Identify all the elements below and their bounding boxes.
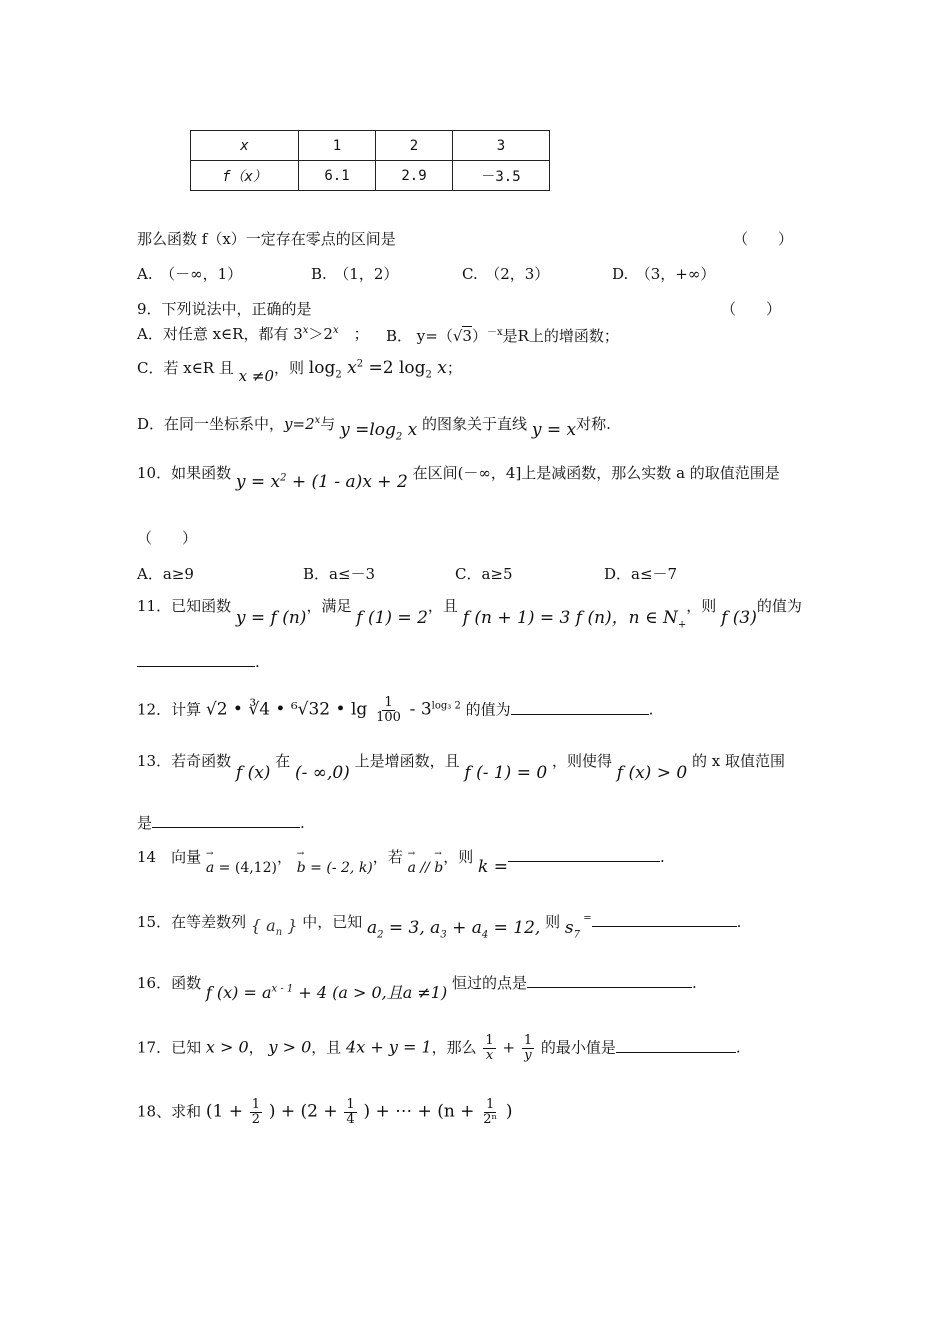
formula: f (x) > 0 [616,763,688,783]
q13-stem [137,750,785,783]
formula [340,420,418,443]
q8-option-a: A. （－∞，1） [137,265,243,283]
sup: －x [486,327,503,338]
formula: - 3 [409,699,432,720]
text: = 3, a [383,918,441,938]
denominator: 2 [251,1112,261,1127]
text: 16．函数 [137,974,202,992]
text: 是 [137,814,153,832]
text: 在 [275,752,291,770]
q8-stem: 那么函数 f（x）一定存在零点的区间是 [137,230,396,248]
sub: 2 [377,929,384,941]
numerator: 1 [523,1033,533,1048]
text: // [415,860,435,876]
formula: { $a_n$ } [250,916,298,939]
text: C．若 x∈R 且 [137,359,234,377]
numerator: 1 [486,1097,495,1112]
exponent: log₃ 2 [431,700,461,712]
text: + a [446,918,482,938]
q15-stem [137,911,742,941]
text: s [564,918,574,938]
formula: x ≠0 [238,367,274,385]
vector-arrow-icon: → [296,849,305,859]
value-table [190,130,550,191]
text: 的最小值是 [540,1038,616,1057]
formula [296,849,373,876]
text: = (- 2, k) [305,860,373,876]
fraction [344,1098,356,1127]
answer-blank[interactable] [616,1038,736,1053]
text: ，满足 [306,597,352,615]
table-cell: 1 [299,131,376,161]
q11-answer-line [137,652,260,671]
text: (a > 0,且a ≠1) [332,983,448,1002]
text: ，且 [427,597,458,615]
text: ，则使得 [551,752,612,770]
text: + (1 - a)x + 2 [286,472,408,492]
answer-blank[interactable] [527,973,692,988]
q10-stem [137,462,780,492]
text: ， [276,848,292,866]
vector-arrow-icon: → [434,849,442,859]
table-cell: x [191,131,299,161]
table-cell: 2 [376,131,453,161]
sup: 2 [356,358,364,370]
denominator: x [485,1048,494,1063]
text: log [308,358,336,378]
numerator: 1 [485,1033,494,1048]
vector-a: a → [407,849,416,876]
fraction [374,696,403,725]
text: x [431,358,447,378]
q10-option-a: A．a≥9 [137,565,194,583]
q18-stem [137,1098,513,1127]
table-cell: 6.1 [299,161,376,191]
text: = [580,913,592,924]
sub: 7 [573,929,581,941]
fraction [522,1034,534,1063]
table-cell: 3 [453,131,550,161]
q14-stem [137,846,665,877]
text: 14 向量 [137,848,202,866]
table-row [191,131,550,161]
formula: x > 0 [205,1037,249,1057]
text: 的 x 取值范围 [691,752,785,770]
text: ） [471,327,487,345]
formula [308,358,447,381]
text: 13．若奇函数 [137,752,232,770]
q10-option-c: C．a≥5 [455,565,513,583]
q9-paren: （ ） [721,300,782,318]
formula [407,849,444,876]
text: D．在同一坐标系中， [137,415,285,433]
table-cell: 2.9 [376,161,453,191]
text: 是R上的增函数； [502,327,619,345]
text: . [692,974,697,992]
q10-paren: （ ） [137,529,198,547]
sub: 2 [425,369,432,381]
sub: + [677,619,687,631]
sup: 2 [280,472,287,484]
denominator: 4 [346,1112,355,1127]
sup: x [302,325,309,336]
q8-option-c: C. （2，3） [462,265,550,283]
q17-stem [137,1034,741,1063]
text: y = x [235,472,281,492]
formula [462,608,687,631]
q10-option-d: D．a≤－7 [604,565,678,583]
text: ； [446,359,462,377]
text: B． y=（ [386,327,453,345]
text: 则 [545,913,561,931]
formula: ) + ⋯ + (n + [363,1101,475,1122]
formula: f (3) [721,608,757,628]
text: ＞2 [308,325,333,343]
sqrt-icon: √ [452,327,463,345]
table-cell: f（x） [191,161,299,191]
denominator: 100 [376,710,401,725]
vector-b: b → [296,849,306,876]
text: A．对任意 x∈R，都有 3 [137,325,303,343]
q10-option-b: B．a≤－3 [303,565,376,583]
formula: (- ∞,0) [295,763,350,783]
text: =2 log [363,358,426,378]
text: ，且 [311,1038,342,1057]
text: + 4 [293,983,328,1002]
text: 的值为 [465,700,511,719]
q8-option-d: D. （3，+∞） [612,265,716,283]
text: ， [248,1038,264,1057]
q8-paren: （ ） [733,230,794,248]
formula: y > 0 [268,1037,312,1057]
formula: f (- 1) = 0 [464,763,548,783]
formula [564,918,581,941]
sub: 2 [335,369,342,381]
text: ，若 [372,848,403,866]
formula: f (x) [235,763,271,783]
formula: √2 • ∛4 • ⁶√32 • lg [205,699,368,720]
answer-blank[interactable] [592,912,737,927]
sup: x [314,415,321,426]
q8-option-b: B. （1，2） [311,265,399,283]
text: 上是增函数，且 [354,752,460,770]
formula [205,849,277,876]
vector-arrow-icon: → [205,849,214,859]
text: f (n + 1) = 3 f (n)，n ∈ N [462,608,678,628]
sub: n [275,927,283,939]
text: + [502,1038,516,1057]
fraction [250,1098,262,1127]
formula: y=2 [284,415,315,433]
denominator: 2ⁿ [483,1112,498,1127]
vector-arrow-icon: → [407,849,416,859]
sub: 2 [395,431,403,443]
fraction [483,1034,495,1063]
numerator: 1 [384,695,393,710]
fraction [481,1098,499,1127]
formula: 4x + y = 1 [346,1037,432,1057]
text: . [659,848,665,866]
text: ，则 [686,597,717,615]
text: ； [338,325,369,343]
sup: x [332,325,339,336]
formula [206,983,447,1002]
radicand: 3 [462,327,472,345]
q13-answer-line [137,812,305,833]
formula [236,472,408,492]
formula: f (1) = 2 [356,608,428,628]
text: 在区间(－∞，4]上是减函数，那么实数 a 的取值范围是 [412,464,780,482]
text: . [735,1038,741,1057]
formula: y = f (n) [235,608,307,628]
vector-a: a → [205,849,215,876]
vector-b: b → [434,849,444,876]
text: . [255,653,260,671]
formula: ) [505,1101,513,1122]
text: ，那么 [431,1038,477,1057]
text: 17．已知 [137,1038,202,1057]
q9-stem: 9．下列说法中，正确的是 [137,300,312,318]
q9-option-c [137,357,462,385]
sub: 4 [481,929,489,941]
text: 12．计算 [137,700,202,719]
text: = 12, [488,918,541,938]
text: 对称. [576,415,611,433]
text: x [341,358,357,378]
text: 恒过的点是 [452,974,528,992]
text: . [736,913,742,931]
q9-option-d [137,413,611,443]
text: . [300,814,305,832]
q16-stem [137,970,697,1002]
formula: y = x [531,420,577,440]
numerator: 1 [251,1097,261,1112]
text: ，则 [274,359,305,377]
answer-blank[interactable] [508,847,660,862]
text: . [648,700,654,719]
formula: (1 + [205,1101,243,1122]
q9-option-b [386,323,619,346]
text: 10．如果函数 [137,464,232,482]
text: = (4,12) [214,860,277,876]
table-cell: －3.5 [453,161,550,191]
text: 的图象关于直线 [422,415,528,433]
text: x [402,420,418,440]
q12-stem [137,696,653,725]
denominator: y [524,1048,532,1063]
answer-blank[interactable] [137,652,255,667]
text: 的值为 [756,597,802,615]
text: 18、求和 [137,1102,202,1121]
text: 15．在等差数列 [137,913,247,931]
table-row [191,161,550,191]
text: ，则 [443,848,474,866]
answer-blank[interactable] [152,813,300,828]
text: y =log [340,420,396,440]
text: 11．已知函数 [137,597,232,615]
formula: ) + (2 + [268,1101,338,1122]
formula [366,918,541,941]
text: a [266,916,276,935]
numerator: 1 [346,1097,355,1112]
formula: k = [478,857,508,877]
text: 中，已知 [302,913,363,931]
q9-option-a [137,323,369,344]
sup: x - 1 [271,983,294,995]
text: 与 [320,415,336,433]
text: a [366,918,378,938]
q11-stem [137,591,802,631]
text: f (x) = a [205,983,272,1002]
answer-blank[interactable] [511,700,649,715]
sub: 3 [440,929,447,941]
